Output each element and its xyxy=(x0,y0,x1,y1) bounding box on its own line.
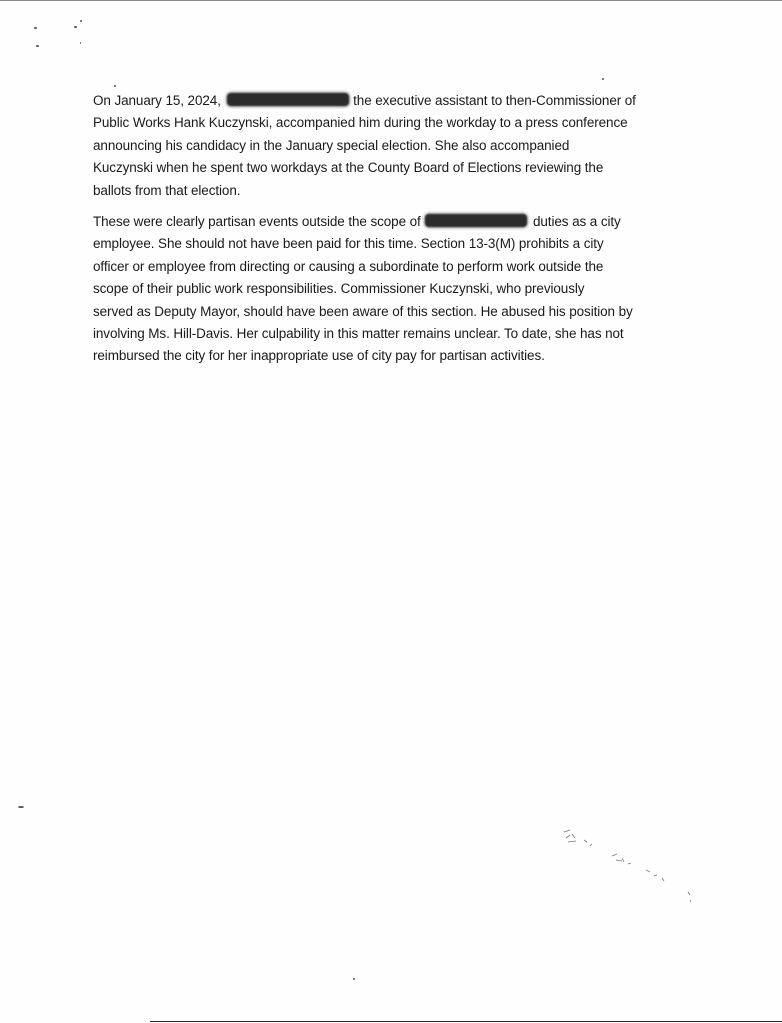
paragraph-1 xyxy=(93,90,705,202)
paragraph-1-line-4: Kuczynski when he spent two workdays at the County Board of Elections reviewing the xyxy=(93,160,604,176)
paragraph-1-line-2: Public Works Hank Kuczynski, accompanied him during the workday to a press conference xyxy=(93,115,628,131)
paragraph-2-line-1 xyxy=(93,211,705,233)
paragraph-1-line-3: announcing his candidacy in the January special election. She also accompanied xyxy=(93,137,570,153)
paragraph-2-line-2: employee. She should not have been paid for this time. Section 13-3(M) prohibits a city xyxy=(93,236,604,252)
scan-speck xyxy=(36,45,39,47)
text-segment: the executive assistant to then-Commissioner of xyxy=(349,93,636,108)
scan-speck xyxy=(74,26,77,28)
paragraph-2 xyxy=(93,211,705,368)
text-segment: These were clearly partisan events outside the scope of xyxy=(93,214,421,229)
paragraph-2-line-3: officer or employee from directing or causing a subordinate to perform work outside the xyxy=(93,258,604,274)
text-segment: duties as a city xyxy=(529,214,621,229)
scan-speck xyxy=(34,27,37,29)
paragraph-2-line-7: reimbursed the city for her inappropriate use of city pay for partisan activities. xyxy=(93,348,545,364)
paragraph-2-line-4: scope of their public work responsibilities. Commissioner Kuczynski, who previously xyxy=(93,281,585,297)
redacted-name xyxy=(227,93,349,106)
scan-speck xyxy=(80,20,82,22)
text-segment: On January 15, 2024, xyxy=(93,93,221,108)
page-bottom-edge xyxy=(150,1021,782,1022)
scan-speck xyxy=(353,978,355,980)
paragraph-1-line-1 xyxy=(93,90,705,112)
paragraph-2-line-5: served as Deputy Mayor, should have been aware of this section. He abused his position by xyxy=(93,303,633,319)
paragraph-2-line-6: involving Ms. Hill-Davis. Her culpability in this matter remains unclear. To date, she has not xyxy=(93,326,624,342)
page-top-edge xyxy=(0,0,782,1)
paragraph-1-line-5: ballots from that election. xyxy=(93,182,241,198)
scan-speck xyxy=(602,78,604,80)
scan-speck xyxy=(80,42,81,44)
scan-speck xyxy=(114,85,116,87)
scan-artifact-marks xyxy=(550,820,710,910)
scan-speck xyxy=(18,806,24,808)
redacted-name xyxy=(425,214,527,227)
